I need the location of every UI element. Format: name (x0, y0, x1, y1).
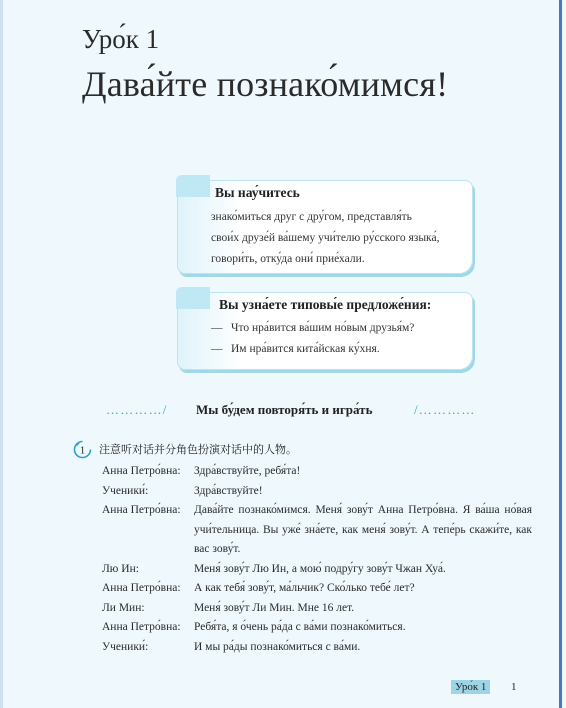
objectives-line: свои́х друзе́й ва́шему учи́телю ру́сского языка́, (211, 232, 440, 244)
phrases-box (177, 292, 473, 370)
exercise-number-icon (73, 440, 92, 459)
dialogue-line: Здра́вствуйте! (194, 484, 263, 497)
dash-mark: — (211, 343, 223, 355)
objectives-box (177, 180, 473, 274)
page-number: 1 (511, 681, 517, 693)
speaker-name: Лю Ин: (102, 562, 139, 575)
phrases-heading: Вы узна́ете типовы́е предложе́ния: (219, 297, 432, 312)
objectives-line: знако́миться друг с дру́гом, представля́ть (211, 211, 412, 223)
dots-left-decoration: …………/ (106, 402, 168, 417)
dialogue-row (102, 579, 532, 599)
dialogue-row (102, 618, 532, 638)
speaker-name: Анна Петро́вна: (102, 582, 181, 594)
objectives-heading: Вы нау́читесь (215, 185, 300, 200)
dialogue-row (102, 599, 532, 619)
phrase-text: Им нра́вится кита́йская ку́хня. (231, 343, 380, 355)
dialogue-line: Меня́ зову́т Лю Ин, а мою́ подру́гу зову́т Чжан Хуа́. (194, 562, 446, 575)
phrase-text: Что нра́вится ва́шим но́вым друзья́м? (231, 322, 415, 334)
dialogue-block (102, 462, 532, 657)
phrases-text (178, 313, 472, 360)
exercise-instruction: 注意听对话并分角色扮演对话中的人物。 (99, 443, 297, 456)
section-title: Мы бу́дем повторя́ть и игра́ть (196, 402, 373, 417)
dialogue-row (102, 482, 532, 502)
dialogue-row (102, 638, 532, 658)
dialogue-row (102, 501, 532, 560)
dialogue-row (102, 462, 532, 482)
phrase-line (211, 318, 464, 339)
section-header (106, 400, 492, 420)
dialogue-line: И мы ра́ды познако́миться с ва́ми. (194, 640, 361, 653)
dialogue-row (102, 560, 532, 580)
dialogue-line: Дава́йте познако́мимся. Меня́ зову́т Анна Петро́вна. Я ва́ша но́вая учи́тельница. Вы уже́ зна́ете, как меня́ зову́т. А тепе́рь скажи́те, как вас зову́т. (194, 504, 532, 555)
dialogue-line: Меня́ зову́т Ли Мин. Мне 16 лет. (194, 601, 355, 614)
dots-right-decoration: /………… (414, 402, 476, 417)
speaker-name: Анна Петро́вна: (102, 504, 181, 516)
lesson-number: Уро́к 1 (82, 24, 160, 54)
dialogue-line: Ребя́та, я о́чень ра́да с ва́ми познако́миться. (194, 621, 406, 633)
objectives-line: говори́ть, отку́да они́ прие́хали. (211, 253, 365, 265)
objectives-text (178, 201, 472, 270)
exercise-number: 1 (79, 445, 86, 457)
dash-mark: — (211, 322, 223, 334)
page-edge-rule (559, 0, 562, 708)
speaker-name: Ученики́: (102, 484, 149, 497)
speaker-name: Анна Петро́вна: (102, 465, 181, 477)
footer-lesson-tag: Уро́к 1 (451, 680, 490, 694)
dialogue-line: А как тебя́ зову́т, ма́льчик? Ско́лько тебе́ лет? (194, 582, 415, 594)
speaker-name: Ученики́: (102, 640, 149, 653)
phrase-line (211, 339, 464, 360)
speaker-name: Ли Мин: (102, 601, 145, 614)
speaker-name: Анна Петро́вна: (102, 621, 181, 633)
lesson-title: Дава́йте познако́мимся! (82, 64, 449, 104)
dialogue-line: Здра́вствуйте, ребя́та! (194, 465, 301, 477)
